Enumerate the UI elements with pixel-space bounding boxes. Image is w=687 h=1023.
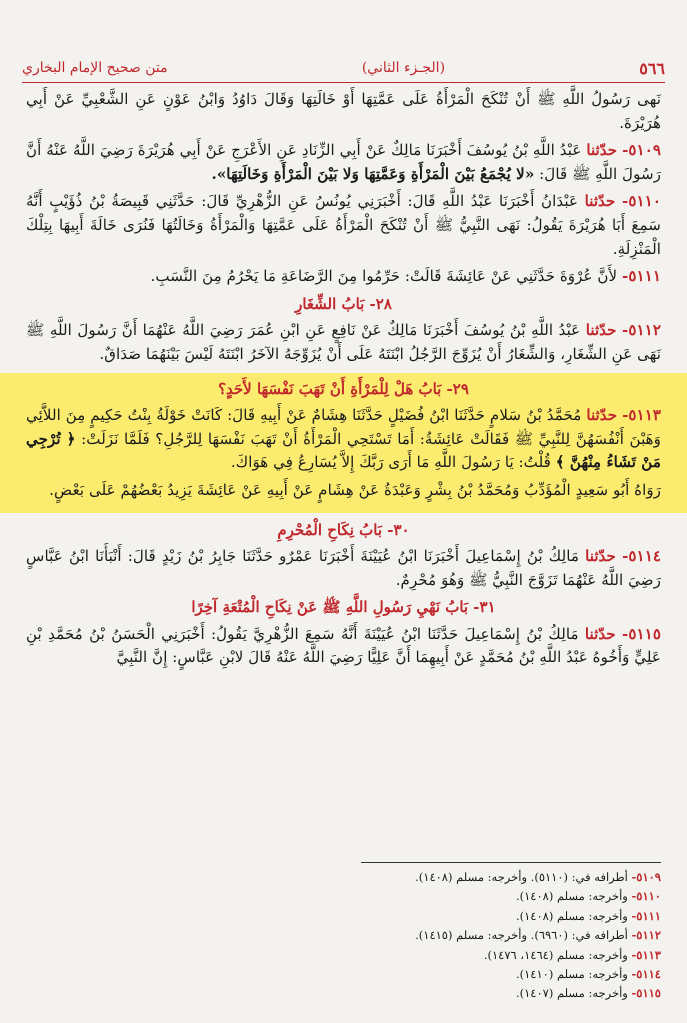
hadith-number: ٥١١٠-	[622, 192, 661, 211]
highlighted-section	[0, 373, 687, 513]
hadith-5112	[26, 319, 661, 366]
hadith-number: ٥١١٣-	[622, 406, 662, 425]
footnote-text: وأخرجه: مسلم (١٤٦٤، ١٤٧٦).	[483, 947, 628, 962]
prophetic-quote: «لا يُجْمَعُ بَيْنَ الْمَرْأَةِ وَعَمَّتِهَا وَلا بَيْنَ الْمَرْأَةِ وَخَالَتِهَا».	[211, 164, 535, 183]
hadith-lead: حدّثنا	[585, 321, 617, 340]
footnote-text: وأخرجه: مسلم (١٤١٠).	[515, 967, 628, 982]
hadith-text: لأَنَّ عُرْوَةَ حَدَّثَنِي عَنْ عَائِشَةَ قَالَتْ: حَرِّمُوا مِنَ الرَّضَاعَةِ مَا يَحْرُمُ مِنَ النَّسَبِ.	[150, 267, 618, 286]
hadith-number: ٥١٠٩-	[622, 141, 662, 160]
hadith-lead: حدّثنا	[584, 192, 616, 211]
footnote-text: أطرافه في: (٥١١٠). وأخرجه: مسلم (١٤٠٨).	[415, 870, 628, 884]
hadith-continuation	[26, 88, 661, 135]
footnote	[250, 926, 661, 945]
hadith-lead: حدّثنا	[585, 547, 616, 566]
hadith-text: نَهى رَسُولُ اللَّهِ ﷺ أَنْ تُنْكَحَ الْمَرْأَةُ عَلَى عَمَّتِهَا أَوْ خَالَتِهَا وَقَالَ دَاوُدُ وَابْنُ عَوْنٍ عَنِ الشَّعْبِيِّ عَنْ أَبِي هُرَيْرَةَ.	[26, 90, 661, 132]
narration-text: رَوَاهُ أَبُو سَعِيدٍ الْمُؤَدِّبُ وَمُحَمَّدُ بْنُ بِشْرٍ وَعَبْدَةُ عَنْ هِشَامٍ عَنْ أَبِيهِ عَنْ عَائِشَةَ يَزِيدُ بَعْضُهُمْ عَلَى بَعْضٍ.	[49, 480, 661, 499]
main-text	[26, 88, 661, 674]
footnote	[250, 887, 661, 906]
footnotes	[250, 868, 661, 1004]
chapter-heading-29: ٢٩- بَابُ هَلْ لِلْمَرْأَةِ أَنْ تَهَبَ نَفْسَهَا لأَحَدٍ؟	[218, 379, 469, 398]
chapter-heading-30: ٣٠- بَابُ نِكَاحِ الْمُحْرِمِ	[277, 520, 410, 539]
narration-note	[26, 479, 661, 503]
quran-verse: ﴿ تُرْجِي مَنْ تَشَاءُ مِنْهُنَّ ﴾	[26, 429, 661, 472]
hadith-text: مَالِكُ بْنُ إِسْمَاعِيلَ حَدَّثَنَا ابْنُ عُيَيْنَةَ أَنَّهُ سَمِعَ الزُّهْرِيَّ يَقُولُ: أَخْبَرَنِي الْحَسَنُ بْنُ مُحَمَّدِ بْنِ عَلِيٍّ وَأَخُوهُ عَبْدُ اللَّهِ بْنُ مُحَمَّدٍ عَنْ أَبِيهِمَا أَنَّ عَلِيًّا رَضِيَ اللَّهُ عَنْهُ قَالَ لابْنِ عَبَّاسٍ: إِنَّ النَّبِيَّ	[26, 624, 661, 667]
footnote-number: ٥١١١-	[631, 908, 661, 923]
footnote-number: ٥١١٤-	[631, 967, 661, 982]
footnote-text: وأخرجه: مسلم (١٤٠٧).	[515, 986, 628, 1001]
hadith-text: مُحَمَّدُ بْنُ سَلامٍ حَدَّثَنَا ابْنُ فُضَيْلٍ حَدَّثَنَا هِشَامٌ عَنْ أَبِيهِ قَالَ: كَانَتْ خَوْلَةُ بِنْتُ حَكِيمٍ مِنَ اللاَّئِي وَهَبْنَ أَنْفُسَهُنَّ لِلنَّبِيِّ ﷺ فَقَالَتْ عَائِشَةُ: أَمَا تَسْتَحِي الْمَرْأَةُ أَنْ تَهَبَ نَفْسَهَا لِلرَّجُلِ؟ فَلَمَّا نَزَلَتْ:	[26, 406, 662, 448]
footnote	[250, 907, 661, 926]
hadith-5115	[26, 623, 661, 670]
hadith-text: عَبْدُ اللَّهِ بْنُ يُوسُفَ أَخْبَرَنَا مَالِكٌ عَنْ نَافِعٍ عَنِ ابْنِ عُمَرَ رَضِيَ اللَّهُ عَنْهُمَا أَنَّ رَسُولَ اللَّهِ ﷺ نَهَى عَنِ الشِّغَارِ، وَالشِّغَارُ أَنْ يُزَوِّجَ الرَّجُلُ ابْنَتَهُ عَلَى أَنْ يُزَوِّجَهُ الآخَرُ ابْنَتَهُ لَيْسَ بَيْنَهُمَا صَدَاقٌ.	[26, 321, 661, 363]
page-number: ٥٦٦	[639, 58, 665, 78]
header-divider	[22, 82, 665, 83]
volume-label: (الجـزء الثاني)	[361, 60, 446, 76]
hadith-number: ٥١١٤-	[622, 547, 662, 566]
footnote-number: ٥١١٢-	[631, 928, 661, 943]
footnote-number: ٥١١٣-	[631, 947, 661, 962]
hadith-5110	[26, 190, 661, 261]
hadith-5109	[26, 139, 661, 186]
book-title: متن صحيح الإمام البخاري	[22, 60, 168, 76]
footnote	[250, 868, 661, 887]
footnote-divider	[361, 862, 661, 863]
hadith-lead: حدّثنا	[586, 141, 618, 160]
hadith-5111	[26, 265, 661, 289]
footnote	[250, 984, 661, 1003]
page-header	[22, 56, 665, 80]
chapter-heading-31: ٣١- بَابُ نَهْيِ رَسُولِ اللَّهِ ﷺ عَنْ نِكَاحِ الْمُتْعَةِ آخِرًا	[191, 598, 496, 617]
hadith-5113	[26, 404, 661, 475]
hadith-lead: حدّثنا	[586, 406, 618, 425]
hadith-text-continued: قُلْتُ: يَا رَسُولَ اللَّهِ مَا أَرَى رَبَّكَ إِلاَّ يُسَارِعُ فِي هَوَاكَ.	[230, 453, 551, 472]
hadith-number: ٥١١٢-	[622, 321, 661, 340]
footnote-text: وأخرجه: مسلم (١٤٠٨).	[515, 908, 628, 923]
hadith-text: مَالِكُ بْنُ إِسْمَاعِيلَ أَخْبَرَنَا ابْنُ عُيَيْنَةَ أَخْبَرَنَا عَمْرٌو حَدَّثَنَا جَابِرُ بْنُ زَيْدٍ قَالَ: أَنْبَأَنَا ابْنُ عَبَّاسٍ رَضِيَ اللَّهُ عَنْهُمَا تَزَوَّجَ النَّبِيُّ ﷺ وَهُوَ مُحْرِمٌ.	[26, 547, 661, 589]
footnote	[250, 946, 661, 965]
hadith-lead: حدّثنا	[584, 624, 616, 643]
hadith-text: عَبْدُ اللَّهِ بْنُ يُوسُفَ أَخْبَرَنَا مَالِكٌ عَنْ أَبِي الزِّنَادِ عَنِ الأَعْرَجِ عَنْ أَبِي هُرَيْرَةَ رَضِيَ اللَّهُ عَنْهُ أَنَّ رَسُولَ اللَّهِ ﷺ قَالَ:	[26, 141, 661, 183]
hadith-5114	[26, 545, 661, 592]
footnote-text: وأخرجه: مسلم (١٤٠٨).	[515, 889, 628, 904]
footnote	[250, 965, 661, 984]
hadith-number: ٥١١١-	[622, 267, 661, 286]
footnote-text: أطرافه في: (٦٩٦٠). وأخرجه: مسلم (١٤١٥).	[415, 928, 628, 943]
chapter-heading-28: ٢٨- بَابُ الشِّغَارِ	[295, 294, 392, 313]
hadith-text: عَبْدَانُ أَخْبَرَنَا عَبْدُ اللَّهِ قَالَ: أَخْبَرَنِي يُونُسُ عَنِ الزُّهْرِيِّ قَالَ: حَدَّثَنِي قَبِيصَةُ بْنُ ذُؤَيْبٍ أَنَّهُ سَمِعَ أَبَا هُرَيْرَةَ يَقُولُ: نَهَى النَّبِيُّ ﷺ أَنْ تُنْكَحَ الْمَرْأَةُ عَلَى عَمَّتِهَا وَالْمَرْأَةُ وَخَالَتُهَا فَنُرَى خَالَةَ أَبِيهَا بِتِلْكَ الْمَنْزِلَةِ.	[26, 192, 661, 258]
footnote-number: ٥١٠٩-	[631, 870, 661, 884]
footnote-number: ٥١١٠-	[631, 889, 661, 904]
footnote-number: ٥١١٥-	[631, 986, 661, 1001]
hadith-number: ٥١١٥-	[622, 624, 661, 643]
